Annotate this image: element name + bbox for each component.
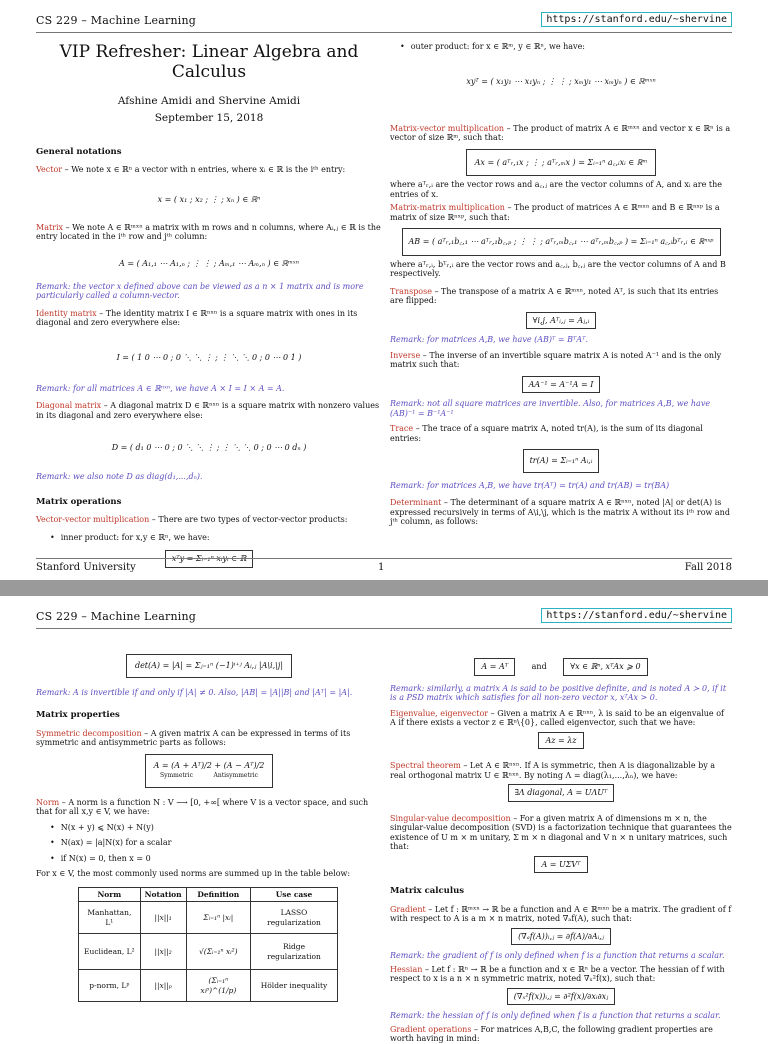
mm-keyword: Matrix-matrix multiplication [390, 203, 505, 212]
symmetric-equation: A = (A + Aᵀ)/2 + (A − Aᵀ)/2 Symmetric Antisymmetric [36, 754, 382, 788]
section-matrix-operations: Matrix operations [36, 496, 122, 507]
remark-trace: Remark: for matrices A,B, we have tr(Aᵀ) = tr(A) and tr(AB) = tr(BA) [390, 480, 670, 490]
norm-table-intro: For x ∈ V, the most commonly used norms are summed up in the table below: [36, 869, 351, 878]
norm-bullet-1: • N(x + y) ⩽ N(x) + N(y) [50, 823, 382, 833]
header-rule-2 [36, 628, 732, 629]
transpose-text: – The transpose of a matrix A ∈ ℝᵐˣⁿ, noted Aᵀ, is such that its entries are flipped: [390, 286, 719, 305]
col-header: Definition [186, 887, 250, 902]
norm-paragraph [36, 798, 382, 817]
right-column-2 [390, 658, 732, 1044]
left-column [36, 42, 382, 568]
header-rule [36, 32, 732, 33]
determinant-paragraph [390, 498, 732, 527]
mm-equation: AB = ( aᵀᵣ,₁b꜀,₁ ⋯ aᵀᵣ,₁b꜀,ₚ ; ⋮ ⋮ ; aᵀᵣ,ₘb꜀,₁ ⋯ aᵀᵣ,ₘb꜀,ₚ ) = Σᵢ₌₁ⁿ a꜀,ᵢbᵀᵣ,ᵢ ∈ ℝⁿˣᵖ [390, 228, 732, 256]
symmetric-text: – A given matrix A can be expressed in terms of its symmetric and antisymmetric parts as follows: [36, 728, 351, 747]
section-general-notations: General notations [36, 146, 122, 157]
hessian-equation: (∇ₓ²f(x))ᵢ,ⱼ = ∂²f(x)/∂xᵢ∂xⱼ [390, 988, 732, 1006]
col-header: Notation [140, 887, 186, 902]
identity-text: – The identity matrix I ∈ ℝⁿˣⁿ is a square matrix with ones in its diagonal and zero everywhere else: [36, 308, 358, 327]
vv-keyword: Vector-vector multiplication [36, 515, 150, 524]
symmetric-label: Symmetric [159, 772, 193, 779]
trace-text: – The trace of a square matrix A, noted tr(A), is the sum of its diagonal entries: [390, 424, 703, 443]
mm-where: where aᵀᵣ,ᵢ, bᵀᵣ,ᵢ are the vector rows and a꜀,ⱼ, b꜀,ⱼ are the vector columns of A and B respectively. [390, 259, 726, 278]
antisymmetric-label: Antisymmetric [213, 772, 258, 779]
col-header: Use case [250, 887, 337, 902]
determinant-equation: det(A) = |A| = Σⱼ₌₁ⁿ (−1)ⁱ⁺ʲ Aᵢ,ⱼ |A\i,\j| [36, 654, 382, 678]
spectral-keyword: Spectral theorem [390, 761, 461, 770]
mv-equation: Ax = ( aᵀᵣ,₁x ; ⋮ ; aᵀᵣ,ₘx ) = Σᵢ₌₁ⁿ a꜀,ᵢxᵢ ∈ ℝᵐ [390, 149, 732, 177]
remark-identity: Remark: for all matrices A ∈ ℝⁿˣⁿ, we have A × I = I × A = A. [36, 383, 285, 393]
vector-text: – We note x ∈ ℝⁿ a vector with n entries, where xᵢ ∈ ℝ is the iᵗʰ entry: [62, 165, 346, 174]
table-row: Manhattan, L¹ ||x||₁ Σᵢ₌₁ⁿ |xᵢ| LASSO regularization [79, 902, 338, 934]
psd-equation: A = Aᵀ and ∀x ∈ ℝⁿ, xᵀAx ⩾ 0 [390, 658, 732, 676]
remark-inverse: Remark: not all square matrices are invertible. Also, for matrices A,B, we have (AB)⁻¹ = B⁻¹A⁻¹ [390, 399, 711, 418]
paper-title: VIP Refresher: Linear Algebra and Calculus [59, 42, 359, 82]
right-column [390, 42, 732, 527]
diagonal-paragraph [36, 401, 382, 420]
spectral-equation: ∃Λ diagonal, A = UΛUᵀ [390, 784, 732, 802]
table-row: p-norm, Lᵖ ||x||ₚ (Σᵢ₌₁ⁿ xᵢᵖ)^(1/p) Hölder inequality [79, 970, 338, 1002]
hessian-keyword: Hessian [390, 964, 423, 974]
hessian-paragraph [390, 965, 732, 984]
eigen-text: – Given a matrix A ∈ ℝⁿˣⁿ, λ is said to be an eigenvalue of A if there exists a vector z ∈ ℝⁿ\{0}, called eigenvector, such that we have: [390, 708, 724, 727]
trace-keyword: Trace [390, 424, 414, 433]
svd-keyword: Singular-value decomposition [390, 813, 511, 823]
diagonal-keyword: Diagonal matrix [36, 401, 102, 410]
mv-text: – The product of matrix A ∈ ℝᵐˣⁿ and vector x ∈ ℝⁿ is a vector of size ℝᵐ, such that: [390, 123, 731, 142]
gradient-keyword: Gradient [390, 904, 426, 914]
gradient-equation: (∇ₐf(A))ᵢ,ⱼ = ∂f(A)/∂Aᵢ,ⱼ [390, 928, 732, 946]
eigen-paragraph [390, 709, 732, 728]
mm-text: – The product of matrices A ∈ ℝᵐˣⁿ and B ∈ ℝⁿˣᵖ is a matrix of size ℝⁿˣᵖ, such that: [390, 203, 720, 222]
identity-paragraph [36, 309, 382, 328]
transpose-equation: ∀i,j, Aᵀᵢ,ⱼ = Aⱼ,ᵢ [390, 312, 732, 330]
vv-paragraph [36, 515, 382, 525]
determinant-keyword: Determinant [390, 498, 442, 507]
footer-university: Stanford University [36, 562, 136, 573]
outer-product-item: • outer product: for x ∈ ℝᵐ, y ∈ ℝⁿ, we have: [400, 42, 732, 52]
inverse-keyword: Inverse [390, 350, 421, 360]
mv-where: where aᵀᵣ,ᵢ are the vector rows and a꜀,ⱼ are the vector columns of A, and xᵢ are the entries of x. [390, 180, 722, 199]
norm-table [78, 887, 338, 1003]
mm-paragraph [390, 203, 732, 222]
norm-keyword: Norm [36, 797, 60, 807]
vector-equation: x = ( x₁ ; x₂ ; ⋮ ; xₙ ) ∈ ℝⁿ [157, 194, 261, 204]
page-header-2 [36, 608, 732, 628]
matrix-paragraph [36, 223, 382, 242]
spectral-text: – Let A ∈ ℝⁿˣⁿ. If A is symmetric, then A is diagonalizable by a real orthogonal matrix U ∈ ℝⁿˣⁿ. By noting Λ = diag(λ₁,...,λₙ), we have: [390, 761, 716, 780]
svd-text: – For a given matrix A of dimensions m × n, the singular-value decomposition (SVD) is a factorization technique that guarantees the existence of U m × m unitary, Σ m × n diagonal and V n × n unitary matrices, such that: [390, 813, 732, 851]
diagonal-equation: D = ( d₁ 0 ⋯ 0 ; 0 ⋱ ⋱ ⋮ ; ⋮ ⋱ ⋱ 0 ; 0 ⋯ 0 dₙ ) [111, 443, 307, 452]
vector-paragraph [36, 165, 382, 175]
gradient-text: – Let f : ℝᵐˣⁿ → ℝ be a function and A ∈ ℝᵐˣⁿ be a matrix. The gradient of f with respect to A is a m × n matrix, noted ∇ₐf(A), such that: [390, 904, 732, 923]
spectral-paragraph [390, 761, 732, 780]
trace-equation: tr(A) = Σᵢ₌₁ⁿ Aᵢ,ᵢ [390, 449, 732, 473]
hessian-text: – Let f : ℝⁿ → ℝ be a function and x ∈ ℝⁿ be a vector. The hessian of f with respect to x is a n × n symmetric matrix, noted ∇ₓ²f(x), such that: [390, 964, 725, 983]
remark-gradient: Remark: the gradient of f is only defined when f is a function that returns a scalar. [390, 951, 725, 960]
norm-text: – A norm is a function N : V ⟶ [0, +∞[ where V is a vector space, and such that for all x,y ∈ V, we have: [36, 797, 369, 816]
gradient-ops-keyword: Gradient operations [390, 1024, 472, 1034]
date: September 15, 2018 [154, 112, 264, 124]
footer-page-number: 1 [378, 562, 385, 573]
outer-product-equation: xyᵀ = ( x₁y₁ ⋯ x₁yₙ ; ⋮ ⋮ ; xₘy₁ ⋯ xₘyₙ ) ∈ ℝᵐˣⁿ [466, 76, 656, 86]
page-separator [0, 580, 768, 596]
inverse-paragraph [390, 351, 732, 370]
section-matrix-properties: Matrix properties [36, 710, 120, 720]
matrix-text: – We note A ∈ ℝᵐˣⁿ a matrix with m rows and n columns, where Aᵢ,ⱼ ∈ ℝ is the entry located in the iᵗʰ row and jᵗʰ column: [36, 222, 381, 241]
norm-bullet-2: • N(ax) = |a|N(x) for a scalar [50, 838, 382, 848]
identity-keyword: Identity matrix [36, 308, 97, 318]
vector-keyword: Vector [36, 165, 63, 174]
eigen-keyword: Eigenvalue, eigenvector [390, 708, 489, 718]
remark-psd: Remark: similarly, a matrix A is said to be positive definite, and is noted A ≻ 0, if it is a PSD matrix which satisfies for all non-zero vector x, xᵀAx > 0. [390, 683, 727, 702]
inner-product-item: • inner product: for x,y ∈ ℝⁿ, we have: [50, 533, 382, 543]
transpose-paragraph [390, 287, 732, 306]
vv-text: – There are two types of vector-vector products: [149, 515, 348, 524]
mv-paragraph [390, 124, 732, 143]
table-row: Euclidean, L² ||x||₂ √(Σᵢ₌₁ⁿ xᵢ²) Ridge regularization [79, 934, 338, 970]
remark-hessian: Remark: the hessian of f is only defined when f is a function that returns a scalar. [390, 1011, 721, 1020]
course-url-link[interactable]: https://stanford.edu/~shervine [541, 12, 732, 27]
gradient-ops-paragraph [390, 1025, 732, 1044]
col-header: Norm [79, 887, 141, 902]
remark-vector: Remark: the vector x defined above can be viewed as a n × 1 matrix and is more particularly called a column-vector. [36, 281, 364, 300]
svd-paragraph [390, 814, 732, 852]
gradient-paragraph [390, 905, 732, 924]
footer-term: Fall 2018 [684, 562, 732, 573]
diagonal-text: – A diagonal matrix D ∈ ℝⁿˣⁿ is a square matrix with nonzero values in its diagonal and zero everywhere else: [36, 401, 380, 420]
remark-diagonal: Remark: we also note D as diag(d₁,...,dₙ). [36, 472, 203, 481]
course-title-2: CS 229 – Machine Learning [36, 610, 196, 623]
footer-rule [36, 558, 732, 559]
course-title: CS 229 – Machine Learning [36, 14, 196, 27]
page-2 [0, 596, 768, 1043]
norm-table-header [79, 887, 338, 902]
remark-determinant: Remark: A is invertible if and only if |A| ≠ 0. Also, |AB| = |A||B| and |Aᵀ| = |A|. [36, 687, 353, 697]
symmetric-paragraph [36, 729, 382, 748]
mv-keyword: Matrix-vector multiplication [390, 123, 505, 133]
trace-paragraph [390, 424, 732, 443]
svd-equation: A = UΣVᵀ [390, 856, 732, 874]
course-url-link-2[interactable]: https://stanford.edu/~shervine [541, 608, 732, 623]
left-column-2 [36, 654, 382, 1002]
matrix-equation: A = ( A₁,₁ ⋯ A₁,ₙ ; ⋮ ⋮ ; Aₘ,₁ ⋯ Aₘ,ₙ ) ∈ ℝᵐˣⁿ [119, 258, 299, 268]
section-matrix-calculus: Matrix calculus [390, 886, 465, 896]
eigen-equation: Az = λz [390, 732, 732, 750]
inverse-equation: AA⁻¹ = A⁻¹A = I [390, 376, 732, 394]
page-footer [36, 562, 732, 576]
page-header [36, 12, 732, 32]
matrix-keyword: Matrix [36, 222, 64, 232]
authors: Afshine Amidi and Shervine Amidi [117, 95, 301, 107]
inverse-text: – The inverse of an invertible square matrix A is noted A⁻¹ and is the only matrix such that: [390, 350, 722, 369]
remark-transpose: Remark: for matrices A,B, we have (AB)ᵀ = BᵀAᵀ. [390, 335, 589, 344]
norm-bullet-3: • if N(x) = 0, then x = 0 [50, 854, 382, 864]
transpose-keyword: Transpose [390, 286, 432, 296]
determinant-text: – The determinant of a square matrix A ∈ ℝⁿˣⁿ, noted |A| or det(A) is expressed recursively in terms of A\i,\j, which is the matrix A without its iᵗʰ row and jᵗʰ column, as follows: [390, 498, 730, 526]
gradient-ops-text: – For matrices A,B,C, the following gradient properties are worth having in mind: [390, 1024, 713, 1043]
symmetric-keyword: Symmetric decomposition [36, 728, 142, 738]
identity-equation: I = ( 1 0 ⋯ 0 ; 0 ⋱ ⋱ ⋮ ; ⋮ ⋱ ⋱ 0 ; 0 ⋯ 0 1 ) [116, 352, 302, 362]
